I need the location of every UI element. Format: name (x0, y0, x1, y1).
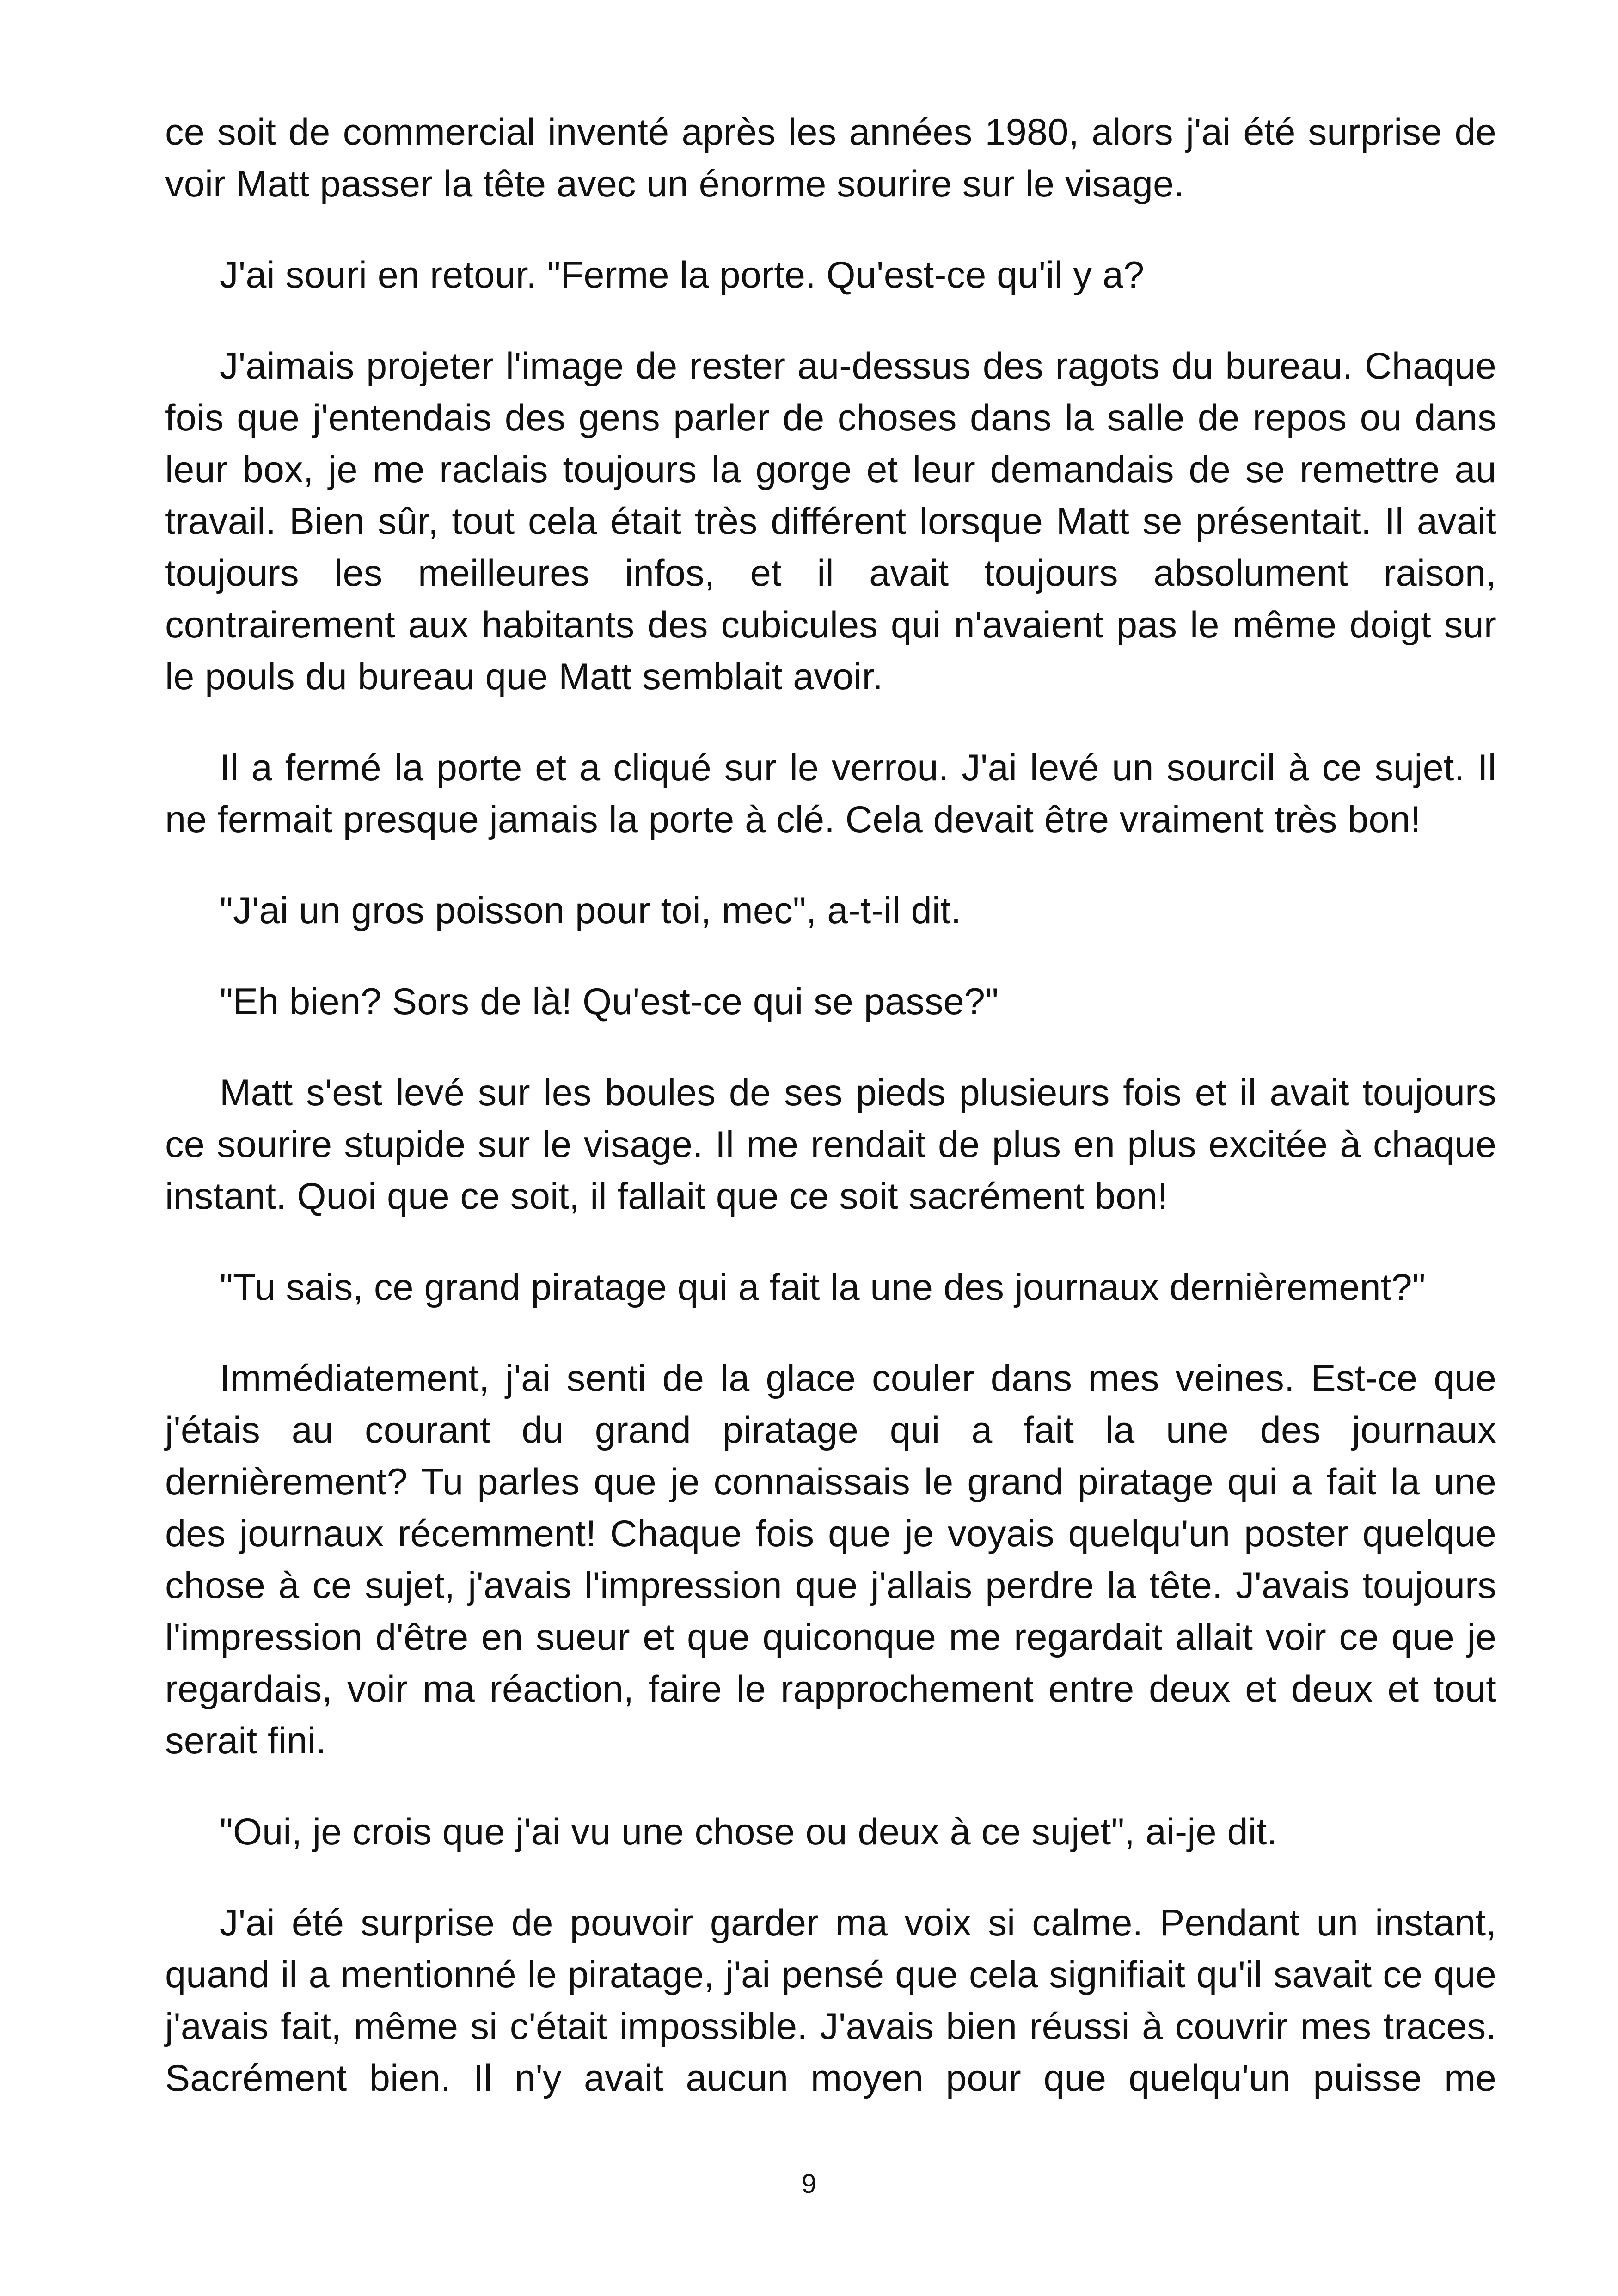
paragraph-11: J'ai été surprise de pouvoir garder ma voix si calme. Pendant un instant, quand il a mentionné le piratage, j'ai pensé que cela signifiait qu'il savait ce que j'avais fait, même si c'était impossible. J'avais bien réussi à couvrir mes traces. Sacrément bien. Il n'y avait aucun moyen pour que quelqu'un puisse me (165, 1902, 1496, 2099)
paragraph-9: Immédiatement, j'ai senti de la glace couler dans mes veines. Est-ce que j'étais au courant du grand piratage qui a fait la une des journaux dernièrement? Tu parles que je connaissais le grand piratage qui a fait la une des journaux récemment! Chaque fois que je voyais quelqu'un poster quelque chose à ce sujet, j'avais l'impression que j'allais perdre la tête. J'avais toujours l'impression d'être en sueur et que quiconque me regardait allait voir ce que je regardais, voir ma réaction, faire le rapprochement entre deux et deux et tout serait fini. (165, 1358, 1496, 1762)
paragraph-3: J'aimais projeter l'image de rester au-dessus des ragots du bureau. Chaque fois que j'entendais des gens parler de choses dans la salle de repos ou dans leur box, je me raclais toujours la gorge et leur demandais de se remettre au travail. Bien sûr, tout cela était très différent lorsque Matt se présentait. Il avait toujours les meilleures infos, et il avait toujours absolument raison, contrairement aux habitants des cubicules qui n'avaient pas le même doigt sur le pouls du bureau que Matt semblait avoir. (165, 345, 1496, 698)
paragraph-1: ce soit de commercial inventé après les années 1980, alors j'ai été surprise de voir Matt passer la tête avec un énorme sourire sur le visage. (165, 111, 1496, 205)
paragraph-10: "Oui, je crois que j'ai vu une chose ou deux à ce sujet", ai-je dit. (220, 1811, 1278, 1853)
paragraph-6: "Eh bien? Sors de là! Qu'est-ce qui se passe?" (220, 981, 999, 1022)
paragraph-5: "J'ai un gros poisson pour toi, mec", a-t-il dit. (220, 890, 962, 931)
page-body (165, 106, 1496, 2104)
page-number: 9 (801, 2169, 817, 2199)
paragraph-7: Matt s'est levé sur les boules de ses pieds plusieurs fois et il avait toujours ce sourire stupide sur le visage. Il me rendait de plus en plus excitée à chaque instant. Quoi que ce soit, il fallait que ce soit sacrément bon! (165, 1072, 1496, 1217)
paragraph-2: J'ai souri en retour. "Ferme la porte. Qu'est-ce qu'il y a? (220, 254, 1145, 296)
paragraph-4: Il a fermé la porte et a cliqué sur le verrou. J'ai levé un sourcil à ce sujet. Il ne fermait presque jamais la porte à clé. Cela devait être vraiment très bon! (165, 747, 1496, 840)
paragraph-8: "Tu sais, ce grand piratage qui a fait la une des journaux dernièrement?" (220, 1267, 1426, 1308)
